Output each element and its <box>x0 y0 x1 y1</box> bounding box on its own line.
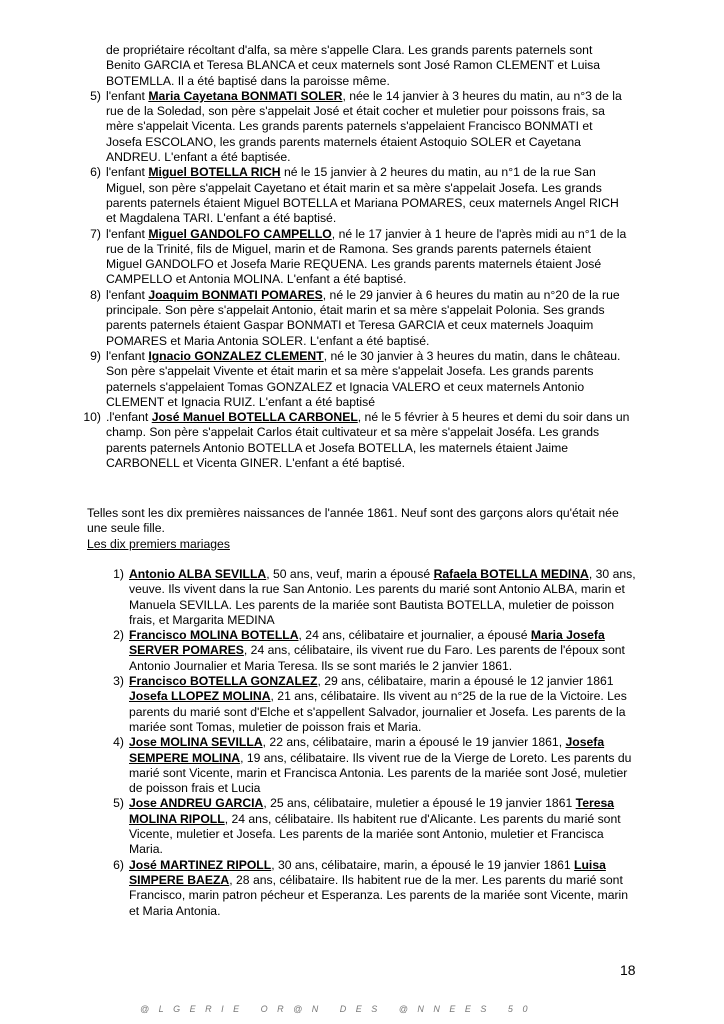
entry-number: 9) <box>90 348 101 363</box>
entry-text <box>129 567 636 628</box>
groom-name: Jose MOLINA SEVILLA <box>129 735 263 750</box>
birth-entry <box>0 288 724 349</box>
entry-middle: , 25 ans, célibataire, muletier a épousé le 19 janvier 1861 <box>263 796 576 811</box>
entry-text <box>106 349 630 410</box>
summary-block <box>87 506 634 552</box>
entry-prefix: l'enfant <box>106 88 149 103</box>
groom-name: José MARTINEZ RIPOLL <box>129 857 272 872</box>
birth-entry <box>0 165 724 226</box>
bride-name: Josefa LLOPEZ MOLINA <box>129 689 271 704</box>
entry-details: , 24 ans, célibataire. Ils habitent rue d'Alicante. Les parents du marié sont Vicente, muletier et Josefa. Les parents de la mariée sont Antonio, muletier et Francisca Maria. <box>129 811 621 857</box>
entry-details: , née le 14 janvier à 3 heures du matin, au n°3 de la rue de la Soledad, son père s'appelait José et était cocher et muletier pour poissons frais, sa mère s'appelait Vicenta. Les grands parents paternels s'appelaient Francisco BONMATI et Josefa ESCOLANO, les grands parents maternels étaient Astoquio SOLER et Cayetana ANDREU. L'enfant a été baptisée. <box>106 88 622 165</box>
entry-details: , 21 ans, célibataire. Ils vivent au n°25 de la rue de la Victoire. Les parents du marié sont d'Elche et s'appellent Salvador, journalier et Josefa. Les parents de la mariée sont Tomas, muletier de poisson frais et Maria. <box>129 689 627 734</box>
entry-prefix: l'enfant <box>106 348 149 363</box>
marriage-entry <box>0 735 724 796</box>
entry-details: né le 15 janvier à 2 heures du matin, au n°1 de la rue San Miguel, son père s'appelait Cayetano et était marin et sa mère s'appelait Josefa. Les grands parents paternels étaient Miguel BOTELLA et Mariana POMARES, ceux maternels Angel RICH et Magdalena TARI. L'enfant a été baptisé. <box>106 165 619 226</box>
entry-number: 3) <box>113 674 124 689</box>
page-number: 18 <box>620 962 636 978</box>
entry-prefix: l'enfant <box>106 226 149 241</box>
entry-number: 1) <box>113 567 124 581</box>
entry-details: , né le 30 janvier à 3 heures du matin, dans le château. Son père s'appelait Vivente et était marin et sa mère s'appelait Josefa. Les grands parents paternels s'appelaient Tomas GONZALEZ et Ignacia VALERO et ceux maternels Antonio CLEMENT et Ignacia RUIZ. L'enfant a été baptisé <box>106 348 621 409</box>
marriage-entry <box>0 858 724 919</box>
entry-text <box>129 674 636 735</box>
child-name: Miguel GANDOLFO CAMPELLO <box>148 226 332 241</box>
entry-prefix: l'enfant <box>106 287 149 302</box>
entry-middle: , 50 ans, veuf, marin a épousé <box>266 567 434 581</box>
marriage-entry <box>0 796 724 857</box>
groom-name: Jose ANDREU GARCIA <box>129 796 264 811</box>
entry-number: 8) <box>90 287 101 302</box>
entry-text <box>129 796 636 857</box>
marriages-list <box>0 567 724 919</box>
entry-details: , 30 ans, veuve. Ils vivent dans la rue San Antonio. Les parents du marié sont Antonio ALBA, marin et Manuela SEVILLA. Les parents de la mariée sont Bautista BOTELLA, muletier de poisson frais, et Margarita MEDINA <box>129 567 636 627</box>
birth-continuation-text: de propriétaire récoltant d'alfa, sa mère s'appelle Clara. Les grands parents paternels sont Benito GARCIA et Teresa BLANCA et ceux maternels sont José Ramon CLEMENT et Luisa BOTEMLLA. Il a été baptisé dans la paroisse même. <box>106 43 601 88</box>
entry-number: 2) <box>113 628 124 643</box>
bride-name: Maria Josefa SERVER POMARES <box>129 628 605 658</box>
entry-prefix: l'enfant <box>106 165 149 180</box>
summary-text: Telles sont les dix premières naissances de l'année 1861. Neuf sont des garçons alors qu'était née une seule fille. <box>87 506 619 536</box>
entry-text <box>129 858 636 919</box>
entry-details: , 28 ans, célibataire. Ils habitent rue de la mer. Les parents du marié sont Francisco, marin patron pécheur et Esperanza. Les parents de la mariée sont Vicente, marin et Maria Antonia. <box>129 872 629 918</box>
entry-text <box>106 410 630 471</box>
entry-details: , 19 ans, célibataire. Ils vivent rue de la Vierge de Loreto. Les parents du marié sont Vicente, marin et Francisca Antonia. Les parents de la mariée sont José, muletier de poisson frais et Lucia <box>129 750 632 796</box>
birth-entry <box>0 227 724 288</box>
entry-number: 10) <box>83 410 101 425</box>
entry-middle: , 30 ans, célibataire, marin, a épousé le 19 janvier 1861 <box>271 857 575 872</box>
entry-text <box>106 227 630 288</box>
birth-entry <box>0 89 724 165</box>
entry-text <box>106 89 630 165</box>
footer-watermark: @LGERIE OR@N DES @NNEES 50 <box>140 1004 537 1014</box>
entry-text <box>129 628 636 674</box>
bride-name: Josefa SEMPERE MOLINA <box>129 735 605 765</box>
groom-name: Francisco MOLINA BOTELLA <box>129 628 299 643</box>
entry-text <box>129 735 636 796</box>
child-name: Joaquim BONMATI POMARES <box>148 287 323 302</box>
marriage-entry <box>0 674 724 735</box>
marriage-entry <box>0 567 724 628</box>
entry-details: , 24 ans, célibataire, ils vivent rue du Faro. Les parents de l'époux sont Antonio Journalier et Maria Teresa. Ils se sont mariés le 2 janvier 1861. <box>129 643 625 673</box>
entry-number: 6) <box>90 165 101 180</box>
bride-name: Luisa SIMPERE BAEZA <box>129 857 606 887</box>
child-name: Ignacio GONZALEZ CLEMENT <box>148 348 324 363</box>
bride-name: Rafaela BOTELLA MEDINA <box>433 567 589 581</box>
child-name: José Manuel BOTELLA CARBONEL <box>151 410 358 425</box>
groom-name: Francisco BOTELLA GONZALEZ <box>129 674 318 689</box>
birth-entry <box>0 410 724 471</box>
entry-middle: , 24 ans, célibataire et journalier, a épousé <box>298 628 531 643</box>
bride-name: Teresa MOLINA RIPOLL <box>129 796 615 826</box>
entry-text <box>106 165 630 226</box>
entry-number: 6) <box>113 857 124 872</box>
child-name: Miguel BOTELLA RICH <box>148 165 281 180</box>
entry-number: 4) <box>113 735 124 750</box>
entry-number: 5) <box>113 796 124 811</box>
entry-details: , né le 29 janvier à 6 heures du matin au n°20 de la rue principale. Son père s'appelait Antonio, était marin et sa mère s'appelait Polonia. Ses grands parents paternels étaient Gaspar BONMATI et Teresa GARCIA et ceux maternels Joaquim POMARES et Maria Antonia SOLER. L'enfant a été baptisé. <box>106 287 620 348</box>
entry-middle: , 22 ans, célibataire, marin a épousé le 19 janvier 1861, <box>262 735 566 750</box>
entry-details: , né le 5 février à 5 heures et demi du soir dans un champ. Son père s'appelait Carlos était cultivateur et sa mère s'appelait Joséfa. Les grands parents paternels Antonio BOTELLA et Josefa BOTELLA, les maternels étaient Jaime CARBONELL et Vicenta GINER. L'enfant a été baptisé. <box>106 410 630 471</box>
entry-number: 5) <box>90 88 101 103</box>
birth-continuation <box>0 43 724 89</box>
child-name: Maria Cayetana BONMATI SOLER <box>148 88 343 103</box>
entry-middle: , 29 ans, célibataire, marin a épousé le 12 janvier 1861 <box>317 674 614 689</box>
marriages-heading: Les dix premiers mariages <box>87 536 230 551</box>
groom-name: Antonio ALBA SEVILLA <box>129 567 267 581</box>
marriage-entry <box>0 628 724 674</box>
birth-entry <box>0 349 724 410</box>
entry-number: 7) <box>90 226 101 241</box>
entry-prefix: .l'enfant <box>106 410 152 425</box>
entry-text <box>106 288 630 349</box>
births-list <box>0 43 724 471</box>
entry-details: , né le 17 janvier à 1 heure de l'après midi au n°1 de la rue de la Trinité, fils de Miguel, marin et de Ramona. Ses grands parents paternels étaient Miguel GANDOLFO et Josefa Marie REQUENA. Les grands parents maternels étaient José CAMPELLO et Antonia MOLINA. L'enfant a été baptisé. <box>106 226 627 287</box>
